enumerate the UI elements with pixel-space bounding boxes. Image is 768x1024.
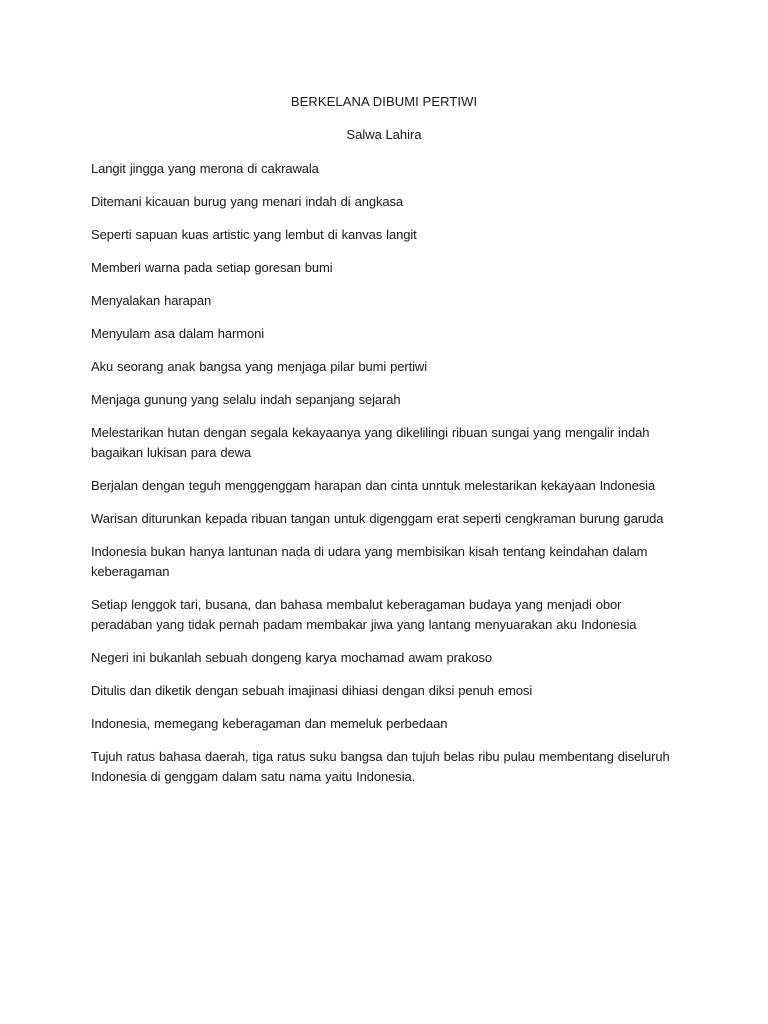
poem-line: Seperti sapuan kuas artistic yang lembut di kanvas langit xyxy=(91,227,417,242)
poem-line: Setiap lenggok tari, busana, dan bahasa membalut keberagaman budaya yang menjadi obor peradaban yang tidak pernah padam membakar jiwa yang lantang menyuarakan aku Indonesia xyxy=(91,597,637,632)
poem-line: Warisan diturunkan kepada ribuan tangan untuk digenggam erat seperti cengkraman burung garuda xyxy=(91,511,664,526)
poem-line: Menyulam asa dalam harmoni xyxy=(91,326,265,341)
poem-line: Menyalakan harapan xyxy=(91,293,212,308)
poem-line: Aku seorang anak bangsa yang menjaga pilar bumi pertiwi xyxy=(91,359,427,374)
poem-line: Menjaga gunung yang selalu indah sepanjang sejarah xyxy=(91,392,401,407)
poem-author: Salwa Lahira xyxy=(346,127,422,142)
poem-line: Berjalan dengan teguh menggenggam harapan dan cinta unntuk melestarikan kekayaan Indonesia xyxy=(91,478,656,493)
poem-line: Melestarikan hutan dengan segala kekayaanya yang dikelilingi ribuan sungai yang mengalir indah bagaikan lukisan para dewa xyxy=(91,425,650,460)
poem-line: Langit jingga yang merona di cakrawala xyxy=(91,161,319,176)
poem-line: Memberi warna pada setiap goresan bumi xyxy=(91,260,333,275)
poem-line: Ditulis dan diketik dengan sebuah imajinasi dihiasi dengan diksi penuh emosi xyxy=(91,683,533,698)
poem-body xyxy=(91,159,683,800)
poem-line: Indonesia, memegang keberagaman dan memeluk perbedaan xyxy=(91,716,448,731)
poem-line: Negeri ini bukanlah sebuah dongeng karya mochamad awam prakoso xyxy=(91,650,493,665)
poem-line: Tujuh ratus bahasa daerah, tiga ratus suku bangsa dan tujuh belas ribu pulau membentang diseluruh Indonesia di genggam dalam satu nama yaitu Indonesia. xyxy=(91,749,670,784)
poem-line: Ditemani kicauan burug yang menari indah di angkasa xyxy=(91,194,404,209)
poem-title: BERKELANA DIBUMI PERTIWI xyxy=(290,94,478,109)
poem-line: Indonesia bukan hanya lantunan nada di udara yang membisikan kisah tentang keindahan dalam keberagaman xyxy=(91,544,648,579)
